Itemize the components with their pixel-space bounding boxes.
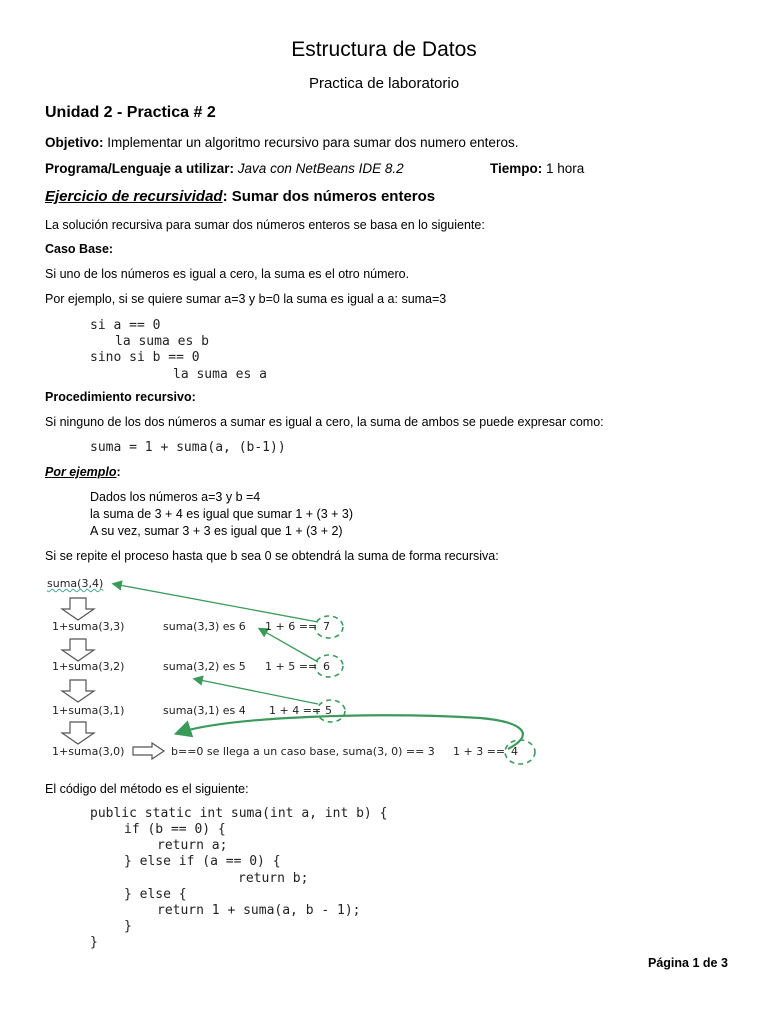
- result-label: suma(3,2) es 5: [163, 660, 246, 673]
- recursive-formula: suma = 1 + suma(a, (b-1)): [90, 440, 286, 455]
- program-value: Java con NetBeans IDE 8.2: [234, 161, 404, 176]
- return-arrow: [178, 715, 523, 749]
- top-call: suma(3,4): [47, 577, 104, 590]
- code-line: return b;: [238, 871, 309, 886]
- eq-label: 1 + 5 ==: [265, 660, 318, 673]
- down-arrow-icon: [62, 722, 94, 744]
- exercise-title: : Sumar dos números enteros: [222, 188, 436, 205]
- base-case-heading: Caso Base:: [45, 242, 114, 256]
- code-line: public static int suma(int a, int b) {: [90, 806, 388, 821]
- eq-label: 1 + 3 ==: [453, 745, 506, 758]
- result-label: suma(3,1) es 4: [163, 704, 246, 717]
- return-arrow: [195, 679, 318, 704]
- value-label: 4: [511, 745, 518, 758]
- down-arrow-icon: [62, 680, 94, 702]
- example-label: Por ejemplo: [45, 465, 117, 479]
- call-label: 1+suma(3,2): [52, 660, 125, 673]
- objective-text: Implementar un algoritmo recursivo para sumar dos numero enteros.: [103, 135, 519, 150]
- down-arrow-icon: [62, 639, 94, 661]
- page-title: Estructura de Datos: [291, 38, 477, 61]
- base-case-text: Si uno de los números es igual a cero, la suma es el otro número.: [45, 267, 410, 281]
- objective-label: Objetivo:: [45, 135, 104, 150]
- value-label: 5: [325, 704, 332, 717]
- code-line: return a;: [157, 838, 228, 853]
- code-line: } else if (a == 0) {: [124, 854, 281, 869]
- intro-text: La solución recursiva para sumar dos números enteros se basa en lo siguiente:: [45, 218, 485, 232]
- page-subtitle: Practica de laboratorio: [308, 75, 460, 92]
- code-line: return 1 + suma(a, b - 1);: [157, 903, 361, 918]
- down-arrow-icon: [62, 598, 94, 620]
- code-line: }: [90, 935, 98, 950]
- base-code-line: si a == 0: [90, 318, 161, 333]
- value-label: 7: [323, 620, 330, 633]
- base-case-example: Por ejemplo, si se quiere sumar a=3 y b=0 la suma es igual a a: suma=3: [45, 292, 447, 306]
- value-label: 6: [323, 660, 330, 673]
- base-code-line: la suma es a: [173, 367, 267, 382]
- program-label: Programa/Lenguaje a utilizar:: [45, 161, 235, 176]
- result-label: suma(3,3) es 6: [163, 620, 246, 633]
- result-circle: [505, 740, 535, 764]
- result-label: b==0 se llega a un caso base, suma(3, 0) == 3: [171, 745, 435, 758]
- call-label: 1+suma(3,1): [52, 704, 125, 717]
- right-arrow-icon: [133, 743, 164, 759]
- code-heading: El código del método es el siguiente:: [45, 782, 249, 796]
- code-line: if (b == 0) {: [124, 822, 226, 837]
- code-line: }: [124, 919, 132, 934]
- page-number: Página 1 de 3: [648, 956, 728, 970]
- eq-label: 1 + 4 ==: [269, 704, 322, 717]
- example-line: A su vez, sumar 3 + 3 es igual que 1 + (3 + 2): [90, 524, 343, 538]
- time-value: 1 hora: [542, 161, 585, 176]
- return-arrow: [114, 584, 318, 622]
- return-arrow: [260, 629, 318, 662]
- time-label: Tiempo:: [490, 161, 543, 176]
- base-code-line: la suma es b: [115, 334, 209, 349]
- recursive-heading: Procedimiento recursivo:: [45, 390, 196, 404]
- exercise-label: Ejercicio de recursividad: [45, 188, 223, 205]
- base-code-line: sino si b == 0: [90, 350, 200, 365]
- code-line: } else {: [124, 887, 187, 902]
- unit-heading: Unidad 2 - Practica # 2: [45, 104, 216, 121]
- call-label: 1+suma(3,3): [52, 620, 125, 633]
- eq-label: 1 + 6 ==: [265, 620, 318, 633]
- example-colon: :: [116, 465, 121, 479]
- recursive-text: Si ninguno de los dos números a sumar es igual a cero, la suma de ambos se puede expresar como:: [45, 415, 604, 429]
- call-label: 1+suma(3,0): [52, 745, 125, 758]
- repeat-text: Si se repite el proceso hasta que b sea 0 se obtendrá la suma de forma recursiva:: [45, 549, 499, 563]
- example-line: Dados los números a=3 y b =4: [90, 490, 261, 504]
- example-line: la suma de 3 + 4 es igual que sumar 1 + (3 + 3): [90, 507, 354, 521]
